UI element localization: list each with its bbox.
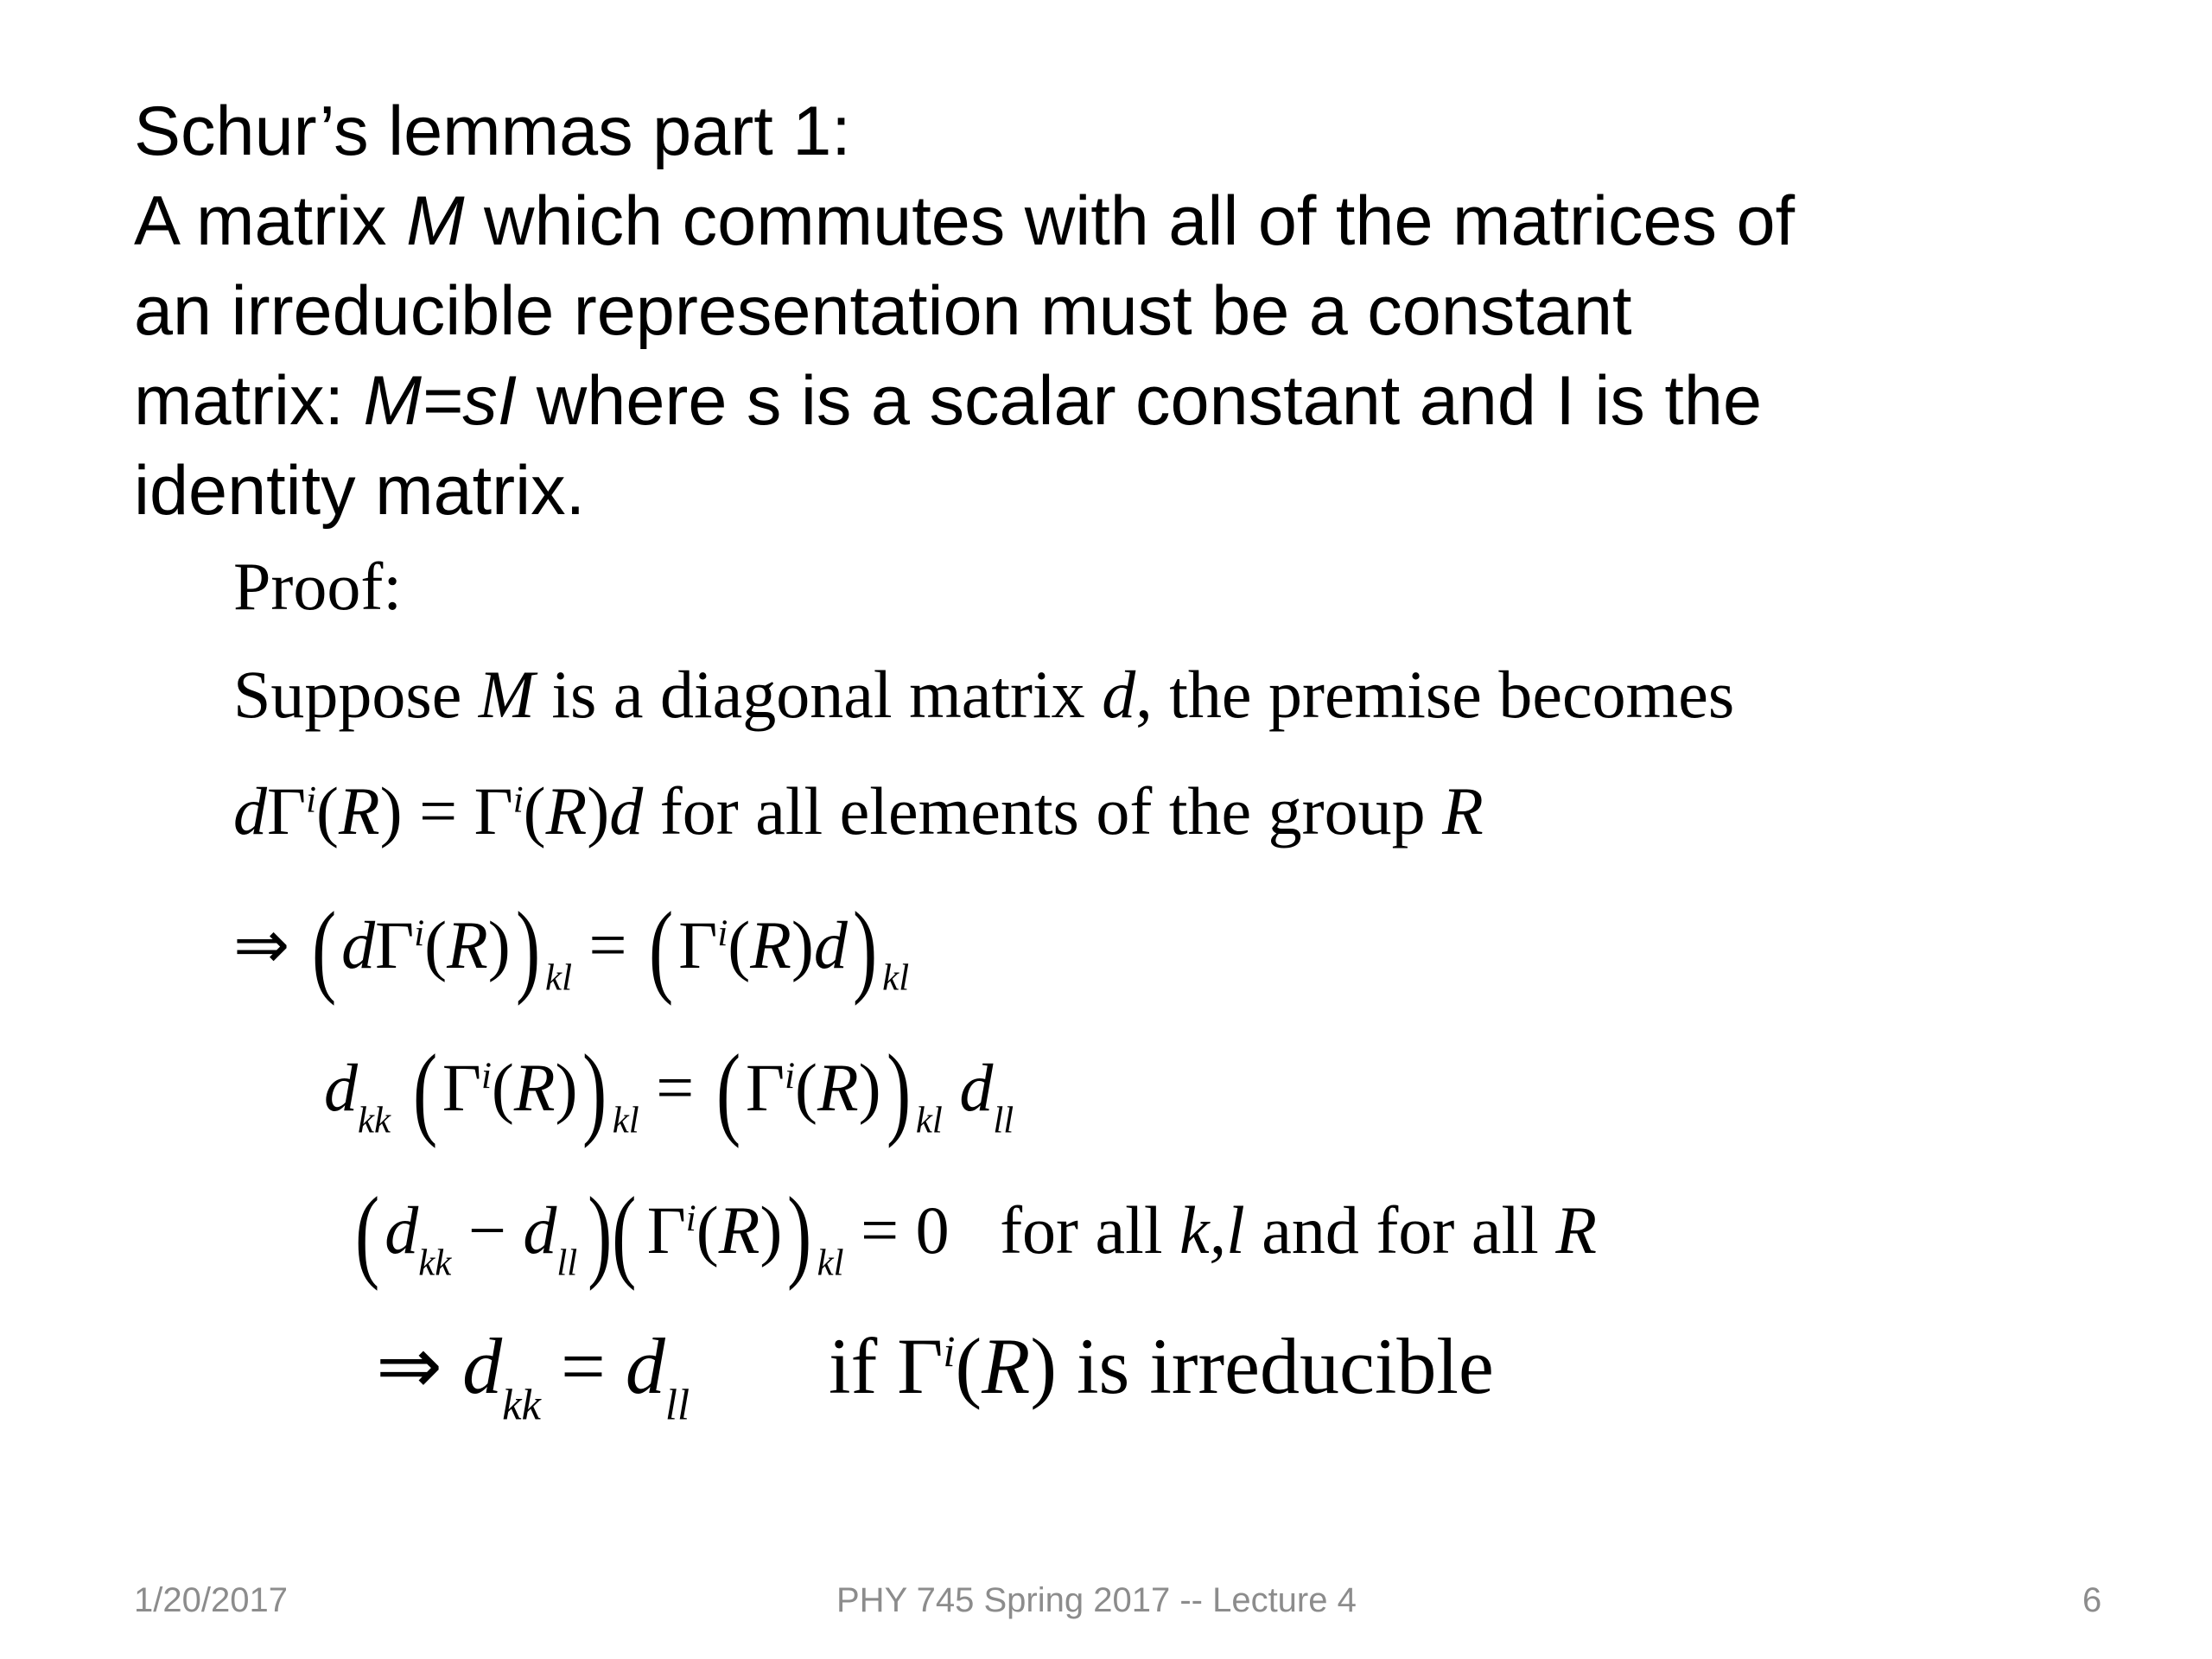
equation-commute: $d\Gamma^i(R) = \Gamma^i(R)d$ for all elements of the group R bbox=[233, 773, 1484, 849]
equation-conclusion: ⇒ $d_{kk} = d_{ll}$ if $\Gamma^i(R)$ is irreducible bbox=[376, 1322, 1494, 1429]
equation-diagonal-elements: $d_{kk}$ $(\Gamma^i(R)) _{kl} = (\Gamma^i(R))$ $_{kl}$ $d_{ll}$ bbox=[324, 1033, 1014, 1149]
lemma-statement bbox=[134, 86, 2078, 536]
heading-title: Schur’s lemmas part 1: bbox=[134, 92, 851, 170]
diagonal-matrix-symbol: d bbox=[1102, 657, 1136, 732]
statement-line-4: matrix: M=sI where s is a scalar constant and I is the bbox=[134, 362, 1763, 440]
footer-course-title: PHY 745 Spring 2017 -- Lecture 4 bbox=[836, 1581, 1357, 1619]
equation-difference-zero: $(d_{kk} - d_{ll})$( $\Gamma^i(R)$) $_{kl}$ = 0 for all k,l and for all R bbox=[355, 1176, 1597, 1292]
statement-line-3: an irreducible representation must be a constant bbox=[134, 272, 1632, 350]
matrix-symbol-m: M bbox=[406, 182, 465, 260]
footer-date: 1/20/2017 bbox=[134, 1581, 288, 1619]
expression-m-equals-si: M=sI bbox=[363, 362, 518, 440]
proof-step-1: Suppose M is a diagonal matrix d, the premise becomes bbox=[233, 657, 1735, 732]
statement-line-2: A matrix M which commutes with all of the matrices of bbox=[134, 182, 1796, 260]
footer-page-number: 6 bbox=[2082, 1581, 2102, 1619]
statement-line-5: identity matrix. bbox=[134, 452, 586, 530]
matrix-symbol-m: M bbox=[478, 657, 535, 732]
proof-label: Proof: bbox=[233, 549, 402, 624]
equation-matrix-elements: ⇒ $(d\Gamma^i(R)) _{kl} = (\Gamma^i(R)d)$ $_{kl}$ bbox=[233, 891, 910, 1007]
